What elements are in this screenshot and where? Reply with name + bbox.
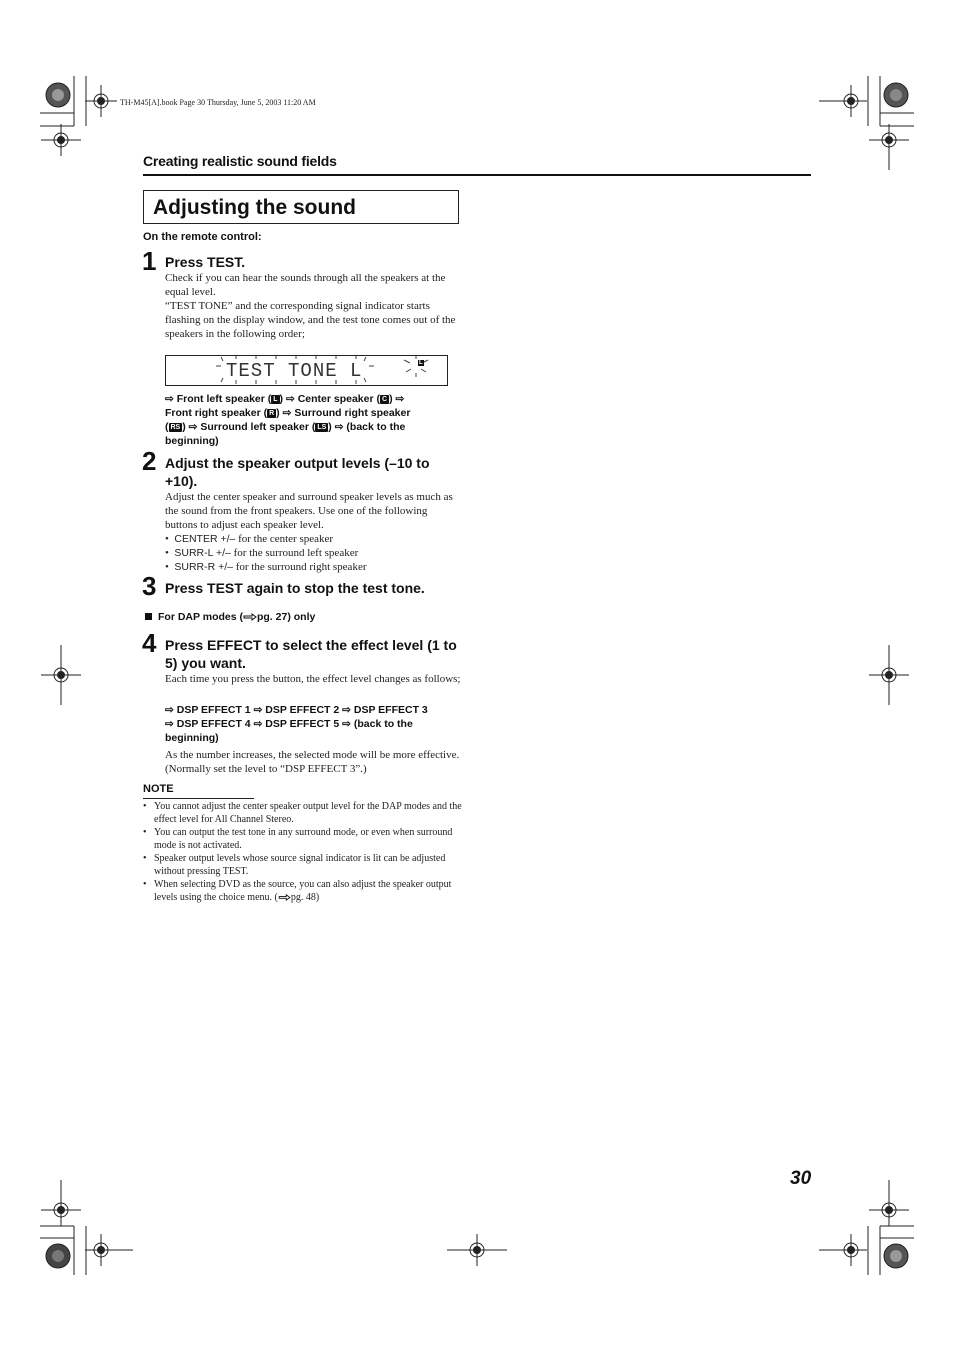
step-heading: Adjust the speaker output levels (–10 to +10).: [165, 455, 430, 489]
speaker-sequence: [165, 392, 465, 448]
seq-text: (back to the: [350, 718, 413, 730]
note-ref: pg. 48: [290, 892, 316, 903]
list-item: [143, 826, 463, 852]
arrow-icon: ⇨: [165, 704, 174, 716]
item-text: for the center speaker: [235, 533, 334, 545]
button-name: SURR-R +/–: [174, 561, 233, 573]
effect-sequence: [165, 703, 465, 745]
speaker-chip-c: C: [382, 396, 388, 403]
seq-text: Surround left speaker (: [197, 421, 316, 433]
note-text: You cannot adjust the center speaker output level for the DAP modes and the effect level for All Channel Stereo.: [154, 801, 462, 825]
list-item: • CENTER +/– for the center speaker: [165, 533, 334, 545]
arrow-icon: ⇨: [342, 718, 351, 730]
seq-text: (: [165, 421, 169, 433]
sequence-line: [165, 420, 465, 434]
speaker-chip-l: L: [273, 396, 278, 403]
bullet: •: [143, 879, 147, 890]
sequence-line: beginning): [165, 435, 219, 447]
item-text: for the surround left speaker: [230, 547, 359, 559]
sequence-line: beginning): [165, 732, 219, 744]
remote-label: On the remote control:: [143, 231, 262, 243]
seq-text: Front right speaker (: [165, 407, 268, 419]
arrow-icon: ⇨: [165, 393, 174, 405]
seq-text: Front left speaker (: [176, 393, 272, 405]
arrow-icon: ⇨: [188, 421, 198, 433]
page-title: Adjusting the sound: [153, 196, 356, 219]
seq-text: DSP EFFECT 3: [350, 704, 428, 716]
sequence-line: [165, 717, 465, 731]
note-ref-suffix: ): [315, 892, 320, 903]
sequence-line: [165, 703, 465, 717]
arrow-icon: ⇨: [165, 718, 174, 730]
step-body: “TEST TONE” and the corresponding signal indicator starts flashing on the display window, and the test tone comes out of the speakers in the following order;: [165, 300, 456, 340]
list-item: [143, 800, 463, 826]
note-text: When selecting DVD as the source, you can also adjust the speaker output levels using the choice menu. (: [154, 879, 452, 903]
seq-text: DSP EFFECT 1: [173, 704, 254, 716]
note-text: You can output the test tone in any surround mode, or even when surround mode is not activated.: [154, 827, 453, 851]
dap-ref: pg. 27: [256, 611, 288, 623]
step-number: 4: [142, 628, 157, 658]
item-text: for the surround right speaker: [233, 561, 367, 573]
seq-text: ): [279, 393, 286, 405]
arrow-icon: ⇨: [342, 704, 351, 716]
arrow-icon: ⇨: [253, 704, 263, 716]
bullet: •: [143, 853, 147, 864]
dap-modes-label: [145, 611, 315, 623]
step-number: 1: [142, 246, 157, 276]
display-text: TEST TONE L: [226, 360, 363, 382]
title-box: [143, 190, 459, 224]
step-heading: Press TEST again to stop the test tone.: [165, 580, 425, 596]
arrow-icon: ⇨: [395, 393, 405, 405]
bullet: •: [143, 801, 147, 812]
note-label: NOTE: [143, 783, 174, 795]
section-rule: [143, 174, 811, 176]
button-name: CENTER +/–: [174, 533, 236, 545]
step-heading: Press EFFECT to select the effect level (1 to 5) you want.: [165, 637, 457, 671]
signal-indicator: L: [419, 360, 423, 366]
seq-text: DSP EFFECT 2: [262, 704, 343, 716]
dap-suffix: ) only: [287, 611, 316, 623]
arrow-icon: ⇨: [285, 393, 295, 405]
page-ref-icon: [278, 893, 291, 901]
seq-text: Surround right speaker: [291, 407, 411, 419]
dap-prefix: For DAP modes (: [158, 611, 243, 623]
seq-text: ): [276, 407, 283, 419]
arrow-icon: ⇨: [282, 407, 292, 419]
note-rule: [143, 798, 254, 799]
arrow-icon: ⇨: [334, 421, 344, 433]
bullet-list: [165, 532, 461, 574]
note-text: Speaker output levels whose source signal indicator is lit can be adjusted without pressing TEST.: [154, 853, 446, 877]
step-after-text: As the number increases, the selected mode will be more effective. (Normally set the level to “DSP EFFECT 3”.): [165, 749, 460, 775]
square-bullet-icon: [145, 613, 152, 620]
page-number: 30: [790, 1168, 812, 1189]
file-info-header: TH-M45[A].book Page 30 Thursday, June 5, 2003 11:20 AM: [120, 98, 316, 107]
button-name: SURR-L +/–: [174, 547, 231, 559]
speaker-chip-ls: LS: [317, 424, 327, 431]
arrow-icon: ⇨: [253, 718, 263, 730]
step-number: 2: [142, 446, 157, 476]
list-item: • SURR-R +/– for the surround right speaker: [165, 561, 367, 573]
page-ref-icon: [243, 612, 257, 621]
seq-text: ): [389, 393, 396, 405]
seq-text: Center speaker (: [294, 393, 380, 405]
step-heading: Press TEST.: [165, 254, 246, 270]
speaker-chip-rs: RS: [170, 424, 181, 431]
sequence-line: [165, 406, 465, 420]
speaker-chip-r: R: [269, 410, 275, 417]
seq-text: ): [328, 421, 335, 433]
list-item: • SURR-L +/– for the surround left speaker: [165, 547, 359, 559]
seq-text: DSP EFFECT 5: [262, 718, 343, 730]
bullet: •: [143, 827, 147, 838]
step-body: Each time you press the button, the effect level changes as follows;: [165, 673, 461, 685]
seq-text: (back to the: [343, 421, 406, 433]
step-number: 3: [142, 571, 157, 601]
section-label: Creating realistic sound fields: [143, 153, 337, 169]
note-list: [143, 800, 463, 904]
list-item: [143, 878, 463, 904]
seq-text: DSP EFFECT 4: [173, 718, 254, 730]
sequence-line: [165, 392, 465, 406]
step-body: Adjust the center speaker and surround speaker levels as much as the sound from the front speakers. Use one of the following buttons to adjust each speaker level.: [165, 491, 453, 531]
list-item: [143, 852, 463, 878]
display-window: [165, 355, 448, 386]
note-text-with-ref: [154, 878, 463, 904]
seq-text: ): [182, 421, 189, 433]
step-body: Check if you can hear the sounds through all the speakers at the equal level.: [165, 272, 446, 298]
